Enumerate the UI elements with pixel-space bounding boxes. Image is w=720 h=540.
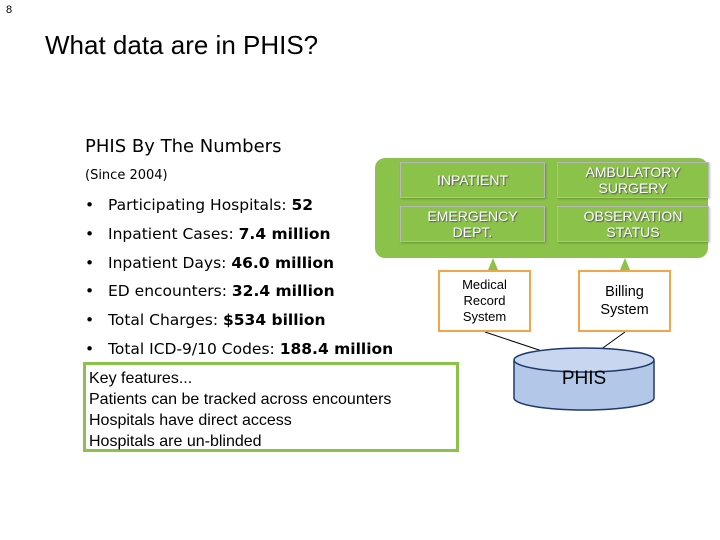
- stat-value: 188.4 million: [279, 339, 394, 358]
- key-feature-item: Patients can be tracked across encounters: [89, 391, 392, 408]
- billing-label-line: Billing: [605, 284, 644, 300]
- billing-arrow: [620, 258, 630, 270]
- stat-value: 46.0 million: [231, 253, 335, 272]
- key-feature-item: Hospitals are un-blinded: [89, 433, 262, 450]
- emr-to-phis-line: [485, 332, 545, 352]
- stat-label: Total ICD-9/10 Codes:: [108, 339, 280, 358]
- stat-value: 32.4 million: [231, 282, 335, 301]
- medical-record-system-box: [438, 270, 531, 332]
- slide-number: 8: [6, 4, 13, 16]
- observation-status-label-line: STATUS: [606, 224, 660, 240]
- stat-label: ED encounters:: [108, 282, 232, 301]
- stat-value: 7.4 million: [238, 224, 331, 243]
- billing-to-phis-line: [600, 332, 625, 350]
- medical-record-label-line: Medical: [462, 277, 507, 292]
- bullet-icon: •: [85, 339, 95, 358]
- bullet-icon: •: [85, 253, 95, 272]
- bullet-icon: •: [85, 311, 95, 330]
- stat-label: Participating Hospitals:: [108, 196, 292, 214]
- key-feature-item: Hospitals have direct access: [89, 412, 292, 429]
- bullet-icon: •: [85, 282, 95, 301]
- phis-database-label: PHIS: [561, 368, 607, 389]
- stat-value: $534 billion: [222, 311, 326, 330]
- stat-label: Inpatient Days:: [108, 253, 232, 272]
- stat-value: 52: [291, 196, 314, 214]
- since-note: (Since 2004): [85, 168, 168, 183]
- ambulatory-surgery-label-line: AMBULATORY: [585, 164, 681, 180]
- billing-label-line: System: [600, 302, 649, 318]
- observation-status-label-line: OBSERVATION: [583, 208, 683, 224]
- section-title: PHIS By The Numbers: [85, 136, 282, 157]
- medical-record-label-line: System: [462, 309, 507, 324]
- emr-arrow: [488, 258, 498, 270]
- inpatient-label: INPATIENT: [436, 172, 509, 188]
- emergency-dept-label-line: EMERGENCY: [427, 208, 518, 224]
- bullet-icon: •: [85, 196, 95, 214]
- medical-record-label-line: Record: [463, 293, 506, 308]
- key-features-heading: Key features...: [89, 370, 193, 387]
- billing-system-box: [578, 270, 671, 332]
- slide-title: What data are in PHIS?: [45, 30, 319, 60]
- bullet-icon: •: [85, 224, 95, 243]
- stat-label: Total Charges:: [108, 311, 223, 330]
- emergency-dept-label-line: DEPT.: [452, 224, 493, 240]
- stat-label: Inpatient Cases:: [108, 224, 239, 243]
- ambulatory-surgery-label-line: SURGERY: [598, 180, 668, 196]
